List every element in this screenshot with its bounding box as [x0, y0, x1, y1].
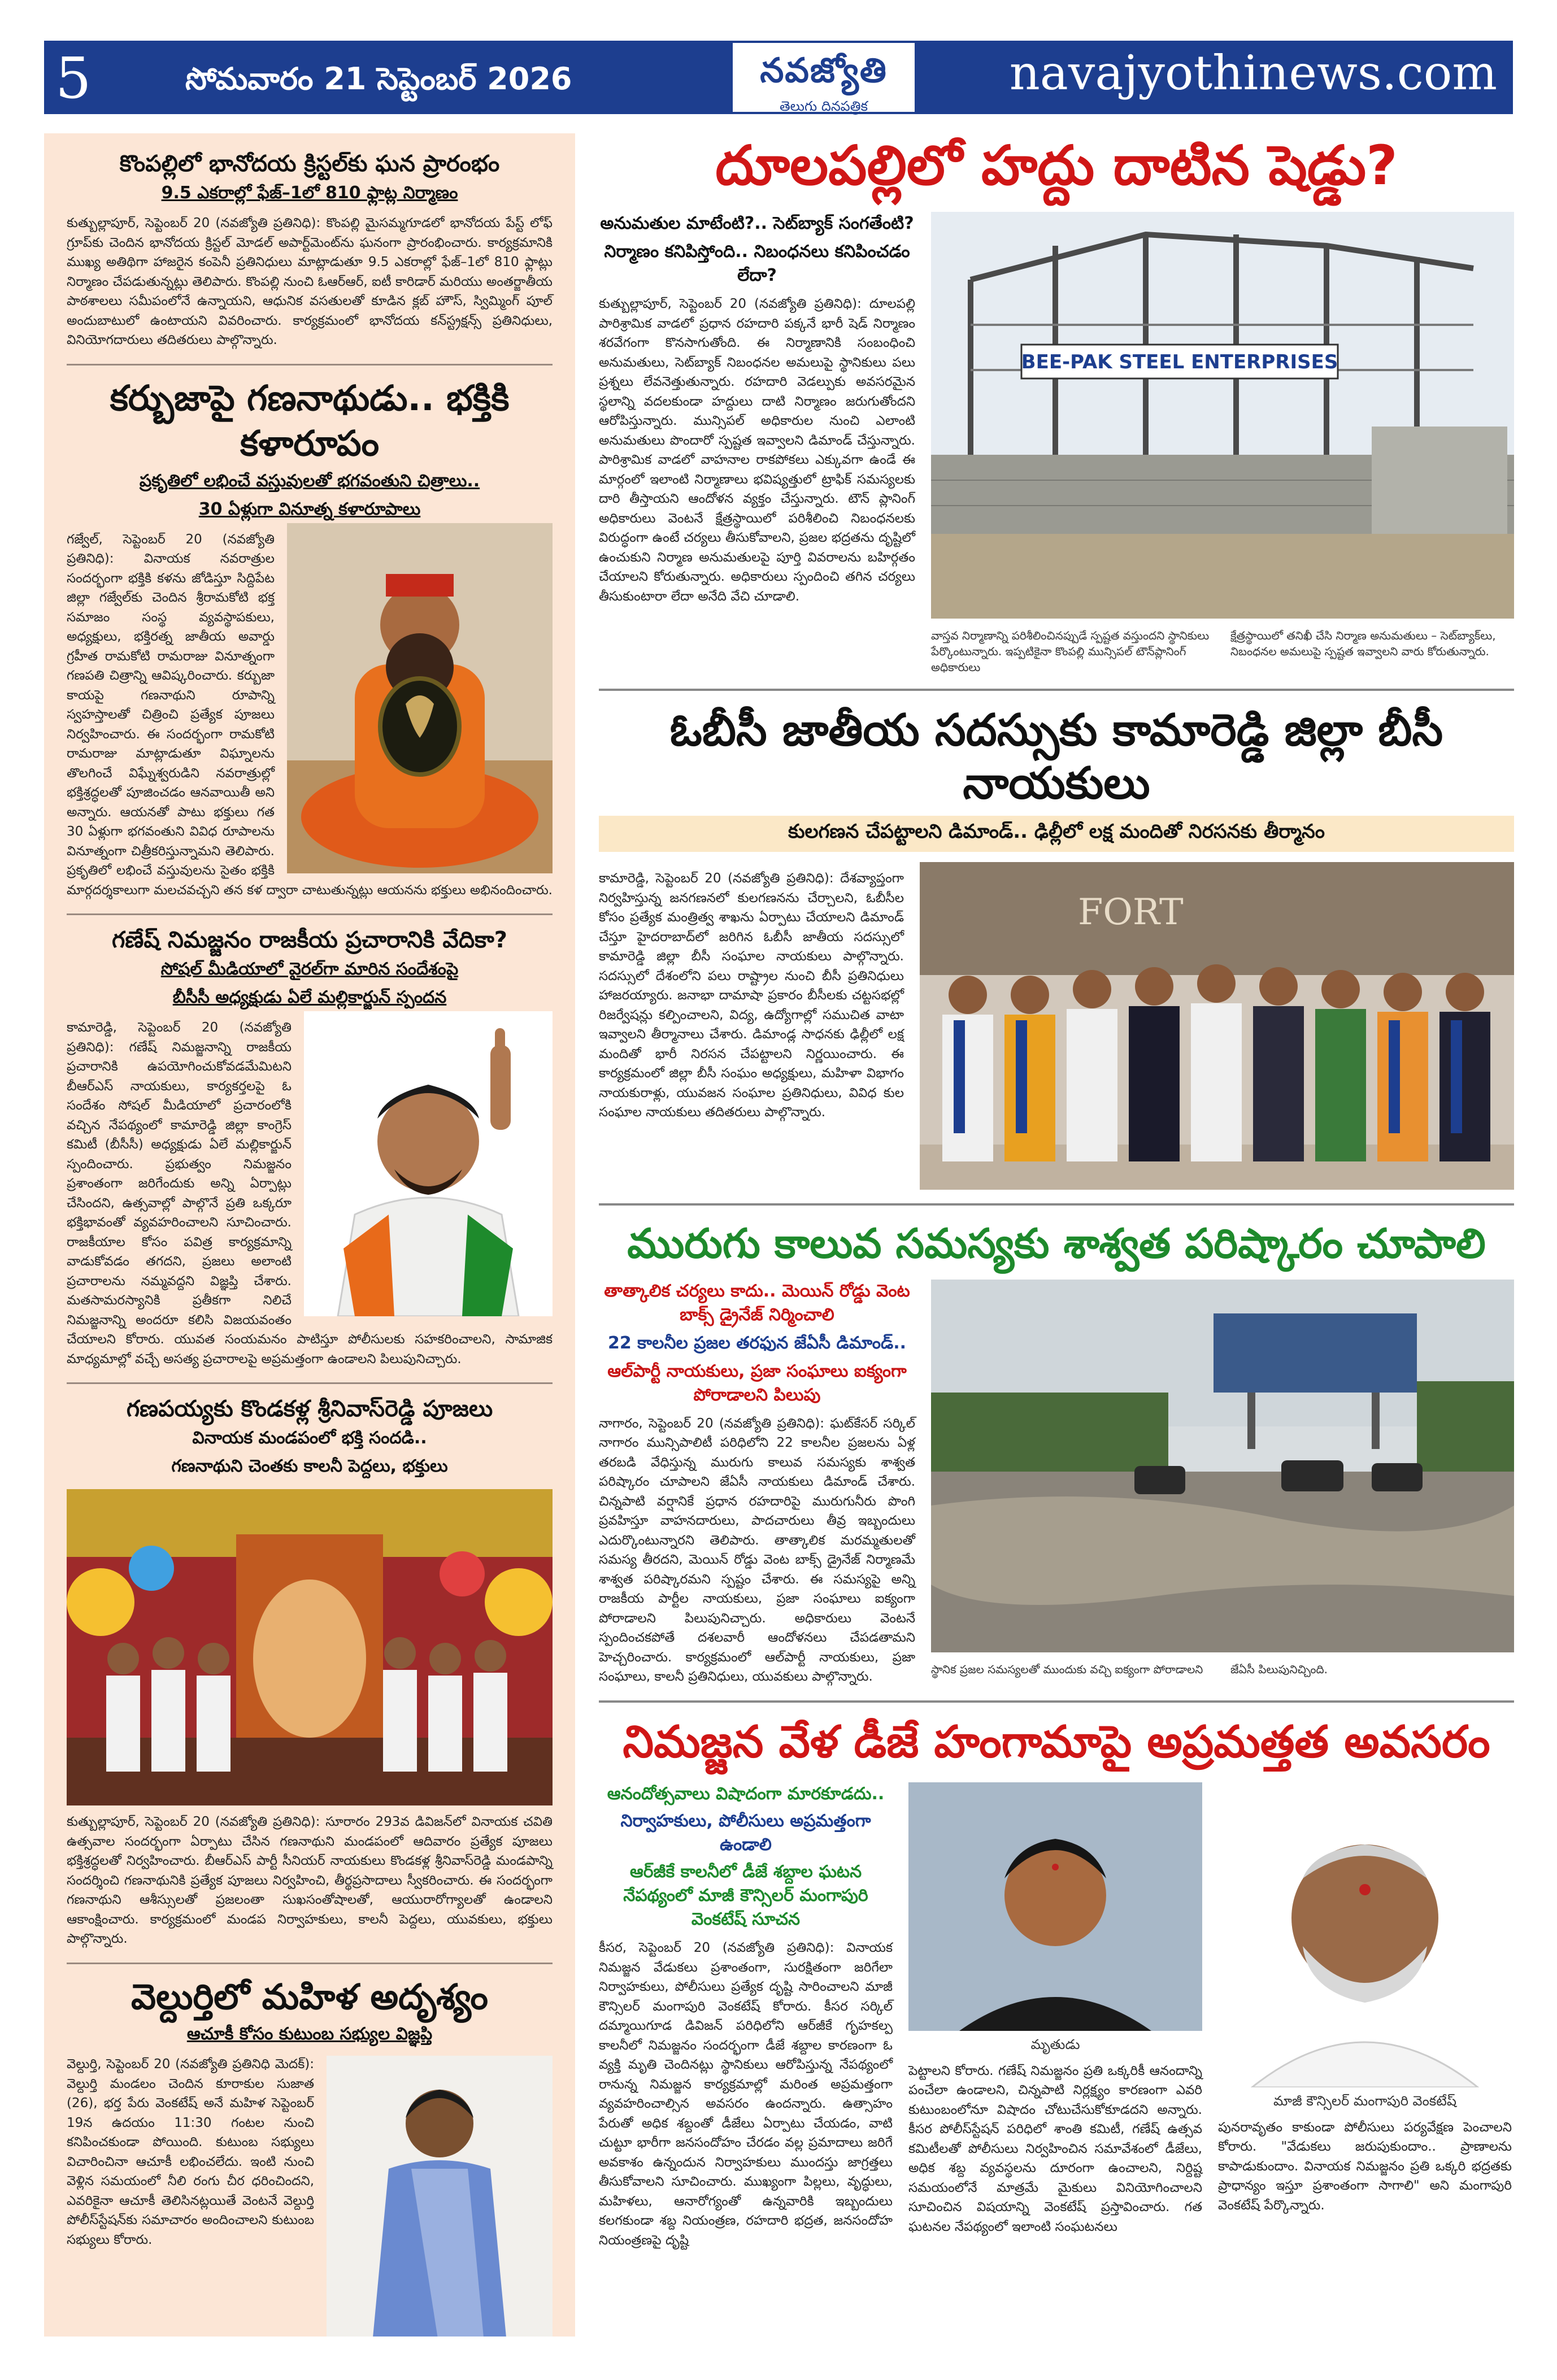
subhead: వినాయక మండపంలో భక్తి సందడి.. — [192, 1428, 427, 1448]
story-missing-woman — [67, 1974, 553, 2337]
photo-backdrop-text: FORT — [1078, 891, 1184, 934]
divider — [67, 364, 553, 366]
article-body: గజ్వేల్, సెప్టెంబర్ 20 (నవజ్యోతి ప్రతినిధి): వినాయక నవరాత్రుల సందర్భంగా భక్తికి కళను జోడిస్తూ సిద్దిపేట జిల్లా గజ్వేల్‌కు చెందిన శ్రీరామకోటి భక్త సమాజం సంస్థ వ్యవస్థాపకులు, అధ్యక్షులు, భక్తిరత్న జాతీయ అవార్డు గ్రహీత రామకోటి రామరాజు వినూత్నంగా గణపతి చిత్రాన్ని ఆవిష్కరించారు. కర్బుజా కాయపై గణనాథుని రూపాన్ని స్వహస్తాలతో చిత్రించి ప్రత్యేక పూజలు నిర్వహించారు. ఈ సందర్భంగా రామకోటి రామరాజు మాట్లాడుతూ విఘ్నాలను తొలగించే విఘ్నేశ్వరుడిని నవరాత్రుల్లో భక్తిశ్రద్ధలతో పూజించడం ఆనవాయితీ అని అన్నారు. ఆయనతో పాటు భక్తులు గత 30 ఏళ్లుగా భగవంతుని వివిధ రూపాలను వినూత్నంగా చిత్రీకరిస్తున్నామని తెలిపారు. ప్రకృతిలో లభించే వస్తువులను సైతం భక్తికి మార్గదర్శకాలుగా మలచవచ్చని తన కళ ద్వారా చాటుతున్నట్లు ఆయనను భక్తులు అభినందించారు. — [67, 532, 553, 898]
headline: గణేష్ నిమజ్జనం రాజకీయ ప్రచారానికి వేదికా? — [112, 927, 507, 954]
photo-caption: మాజీ కౌన్సిలర్ మంగాపురి వెంకటేష్ — [1273, 2093, 1456, 2109]
story-ganesh-immersion-politics — [67, 925, 553, 1369]
photo-caption-continued: క్షేత్రస్థాయిలో తనిఖీ చేసి నిర్మాణ అనుమతులు – సెట్‌బ్యాక్‌లు, నిబంధనల అమలుపై స్పష్టత ఇవ్వాలని వారు కోరుతున్నారు. — [1230, 629, 1496, 659]
logo-text: నవజ్యోతి — [760, 51, 888, 90]
divider — [599, 689, 1514, 691]
story-ganapayya-pooja — [67, 1394, 553, 1949]
kicker: ఆనందోత్సవాలు విషాదంగా మారకూడదు.. — [607, 1784, 885, 1804]
main-column — [599, 133, 1514, 2337]
article-body: కీసర, సెప్టెంబర్ 20 (నవజ్యోతి ప్రతినిధి): వినాయక నిమజ్జన వేడుకలు ప్రశాంతంగా, సురక్షితంగా జరిగేలా నిర్వాహకులు, పోలీసులు ప్రత్యేక దృష్టి సారించాలని మాజీ కౌన్సిలర్ మంగాపురి వెంకటేష్ కోరారు. కీసర సర్కిల్ దమ్మాయిగూడ డివిజన్ పరిధిలోని ఆర్‌జీకే గృహకల్ప కాలనీలో నిమజ్జనం సందర్భంగా డీజే శబ్దాల కారణంగా ఓ వ్యక్తి మృతి చెందినట్లు స్థానికులు ఆరోపిస్తున్న నేపథ్యంలో రానున్న నిమజ్జన కార్యక్రమాల్లో మరింత అప్రమత్తంగా వ్యవహరించాల్సిన అవసరం ఉందన్నారు. ఉత్సాహం పేరుతో అధిక శబ్దంతో డీజేలు ఏర్పాటు చేయడం, వాటి చుట్టూ భారీగా జనసందోహం చేరడం వల్ల ప్రమాదాలు జరిగే అవకాశం ఉన్నందున నిర్వాహకులు ముందస్తు జాగ్రత్తలు తీసుకోవాలని సూచించారు. ముఖ్యంగా పిల్లలు, వృద్ధులు, మహిళలు, ఆనారోగ్యంతో ఉన్నవారికి ఇబ్బందులు కలగకుండా శబ్ద నియంత్రణ, రహదారి భద్రత, జనసందోహ నియంత్రణపై దృష్టి — [599, 1940, 893, 2248]
masthead — [44, 41, 1513, 114]
article-body: కుత్బుల్లాపూర్, సెప్టెంబర్ 20 (నవజ్యోతి ప్రతినిధి): సూరారం 293వ డివిజన్‌లో వినాయక చవితి ఉత్సవాల సందర్భంగా ఏర్పాటు చేసిన గణనాథుని మండపంలో ఆదివారం ప్రత్యేక పూజలు భక్తిశ్రద్ధలతో నిర్వహించారు. బీఆర్ఎస్ పార్టీ సీనియర్ నాయకులు కొండకళ్ల శ్రీనివాస్‌రెడ్డి మండపాన్ని సందర్శించి గణనాథునికి ప్రత్యేక పూజలు నిర్వహించి, తీర్థప్రసాదాలు స్వీకరించారు. ఈ సందర్భంగా గణనాథుని ఆశీస్సులతో ప్రజలంతా సుఖసంతోషాలతో, ఆయురారోగ్యాలతో ఉండాలని ఆకాంక్షించారు. కార్యక్రమంలో మండప నిర్వాహకులు, కాలనీ పెద్దలు, యువకులు, భక్తులు పాల్గొన్నారు. — [67, 1815, 553, 1947]
story-melon-ganesha — [67, 376, 553, 900]
photo-caption: వాస్తవ నిర్మాణాన్ని పరిశీలించినప్పుడే స్పష్టత వస్తుందని స్థానికులు పేర్కొంటున్నారు. ఇప్పటికైనా కొంపల్లి మున్సిపల్ టౌన్‌ప్లానింగ్ అధికారులు — [931, 629, 1210, 675]
story-dj-immersion-alert — [599, 1716, 1514, 2251]
article-body-continued: పెట్టాలని కోరారు. గణేష్ నిమజ్జనం ప్రతి ఒక్కరికీ ఆనందాన్ని పంచేలా ఉండాలని, చిన్నపాటి నిర్లక్ష్యం కారణంగా ఎవరి కుటుంబంలోనూ విషాదం చోటుచేసుకోకూడదని అన్నారు. కీసర పోలీస్‌స్టేషన్ పరిధిలో శాంతి కమిటీ, గణేష్ ఉత్సవ కమిటీలతో పోలీసులు నిర్వహించిన సమావేశంలో డీజేలు, అధిక శబ్ద వ్యవస్థలను దూరంగా ఉంచాలని, నిర్దిష్ట సమయంలోనే మాత్రమే మైకులు వినియోగించాలని సూచించిన విషయాన్ని వెంకటేష్ ప్రస్తావించారు. గత ఘటనల నేపథ్యంలో ఇలాంటి సంఘటనలు — [908, 2063, 1202, 2234]
article-body: వెల్దుర్తి, సెప్టెంబర్ 20 (నవజ్యోతి ప్రతినిధి మెదక్): వెల్దుర్తి మండలం చెందిన కూరాకుల సుజాత (26), భర్త పేరు వెంకటేష్ అనే మహిళ సెప్టెంబర్ 19న ఉదయం 11:30 గంటల నుంచి కనిపించకుండా పోయింది. కుటుంబ సభ్యులు విచారించినా ఆచూకీ లభించలేదు. ఇంటి నుంచి వెళ్లిన సమయంలో నీలి రంగు చీర ధరించిందని, ఎవరికైనా ఆచూకీ తెలిసినట్లయితే వెంటనే వెల్దుర్తి పోలీస్‌స్టేషన్‌కు సమాచారం అందించాలని కుటుంబ సభ్యులు కోరారు. — [67, 2057, 314, 2247]
kicker-tertiary: ఆల్‌పార్టీ నాయకులు, ప్రజా సంఘాలు ఐక్యంగా పోరాడాలని పిలుపు — [607, 1361, 907, 1405]
photo-steel-shed-construction — [931, 212, 1514, 619]
story-obc-conference — [599, 704, 1514, 1190]
subhead-secondary: బీసీసీ అధ్యక్షుడు ఏలే మల్లికార్జున్ స్పందన — [172, 987, 447, 1008]
story-dulapally-shed — [599, 133, 1514, 675]
page-number: 5 — [55, 45, 92, 111]
divider — [67, 913, 553, 915]
photo-deceased — [908, 1782, 1202, 2031]
subhead: ప్రకృతిలో లభించే వస్తువులతో భగవంతుని చిత్రాలు.. — [139, 471, 480, 491]
photo-pandal-group — [67, 1489, 553, 1805]
headline: వెల్దుర్తిలో మహిళ అదృశ్యం — [131, 1976, 488, 2017]
photo-former-councillor — [1218, 1782, 1512, 2087]
story-drainage-problem — [599, 1219, 1514, 1686]
photo-caption-continued: జేఏసీ పిలుపునిచ్చింది. — [1230, 1662, 1328, 1676]
strapline: కులగణన చేపట్టాలని డిమాండ్.. ఢిల్లీలో లక్ష మందితో నిరసనకు తీర్మానం — [599, 816, 1514, 852]
headline: ఓబీసీ జాతీయ సదస్సుకు కామారెడ్డి జిల్లా బీసీ నాయకులు — [669, 705, 1443, 809]
newspaper-logo — [730, 41, 917, 114]
story-text — [599, 212, 915, 675]
headline: కొంపల్లిలో భానోదయ క్రిస్టల్‌కు ఘన ప్రారంభం — [119, 151, 500, 177]
story-bhanodaya-crystal — [67, 149, 553, 350]
photo-bc-leaders-group — [920, 862, 1514, 1190]
subhead: ఆచూకీ కోసం కుటుంబ సభ్యుల విజ్ఞప్తి — [186, 2024, 433, 2044]
subhead: 9.5 ఎకరాల్లో ఫేజ్–1లో 810 ఫ్లాట్ల నిర్మాణం — [161, 183, 458, 203]
photo-flooded-road — [931, 1280, 1514, 1652]
photo-caption: స్థానిక ప్రజల సమస్యలతో ముందుకు వచ్చి ఐక్యంగా పోరాడాలని — [931, 1662, 1203, 1676]
divider — [67, 1963, 553, 1964]
article-body-continued: పునరావృతం కాకుండా పోలీసులు పర్యవేక్షణ పెంచాలని కోరారు. "వేడుకలు జరుపుకుందాం.. ప్రాణాలను కాపాడుకుందాం. వినాయక నిమజ్జనం ప్రతి ఒక్కరి భద్రతకు ప్రాధాన్యం ఇస్తూ ప్రశాంతంగా సాగాలి" అని మంగాపురి వెంకటేష్ పేర్కొన్నారు. — [1218, 2120, 1512, 2213]
photo-artist-with-melon-ganesha — [287, 523, 553, 873]
issue-date: సోమవారం 21 సెప్టెంబర్ 2026 — [185, 61, 572, 97]
left-column — [44, 133, 575, 2337]
photo-caption: మృతుడు — [1030, 2037, 1080, 2053]
headline: మురుగు కాలువ సమస్యకు శాశ్వత పరిష్కారం చూపాలి — [627, 1220, 1486, 1268]
subhead-secondary: 30 ఏళ్లుగా వినూత్న కళారూపాలు — [198, 499, 421, 519]
article-body: నాగారం, సెప్టెంబర్ 20 (నవజ్యోతి ప్రతినిధి): ఘట్‌కేసర్ సర్కిల్ నాగారం మున్సిపాలిటీ పరిధిలోని 22 కాలనీల ప్రజలను ఏళ్ల తరబడి వేధిస్తున్న మురుగు కాలువ సమస్యకు శాశ్వత పరిష్కారం చూపాలని జేఏసీ నాయకులు డిమాండ్ చేశారు. చిన్నపాటి వర్షానికే ప్రధాన రహదారిపై మురుగునీరు పొంగి ప్రవహిస్తూ వాహనదారులు, పాదచారులు తీవ్ర ఇబ్బందులు ఎదుర్కొంటున్నారని తెలిపారు. తాత్కాలిక మరమ్మతులతో సమస్య తీరదని, మెయిన్ రోడ్డు వెంట బాక్స్ డ్రైనేజ్ నిర్మాణమే శాశ్వత పరిష్కారమని స్పష్టం చేశారు. ఈ సమస్యపై అన్ని రాజకీయ పార్టీల నాయకులు, ప్రజా సంఘాలు ఐక్యంగా పోరాడాలని పిలుపునిచ్చారు. అధికారులు వెంటనే స్పందించకపోతే దశలవారీ ఆందోళనలు చేపడతామని హెచ్చరించారు. కార్యక్రమంలో ఆల్‌పార్టీ నాయకులు, ప్రజా సంఘాలు, కాలనీ ప్రతినిధులు, యువకులు పాల్గొన్నారు. — [599, 1416, 915, 1685]
photo-bcc-president-speaking — [304, 1011, 553, 1316]
divider — [599, 1700, 1514, 1703]
kicker-secondary: నిర్వాహకులు, పోలీసులు అప్రమత్తంగా ఉండాలి — [620, 1811, 871, 1855]
kicker-tertiary: ఆర్‌జీకే కాలనీలో డీజే శబ్దాల ఘటన నేపథ్యంలో మాజీ కౌన్సిలర్ మంగాపురి వెంకటేష్ సూచన — [623, 1862, 868, 1930]
headline: కర్బుజాపై గణనాథుడు.. భక్తికి కళారూపం — [110, 377, 510, 464]
headline: దూలపల్లిలో హద్దు దాటిన షెడ్డు? — [715, 134, 1398, 197]
shed-signboard: BEE-PAK STEEL ENTERPRISES — [1021, 351, 1338, 374]
website-url[interactable]: navajyothinews.com — [1009, 45, 1497, 101]
headline: నిమజ్జన వేళ డీజే హంగామాపై అప్రమత్తత అవసరం — [623, 1716, 1490, 1768]
divider — [67, 1382, 553, 1384]
kicker: అనుమతుల మాటేంటి?.. సెట్‌బ్యాక్ సంగతేంటి? — [600, 214, 914, 234]
article-body: కుత్బుల్లాపూర్, సెప్టెంబర్ 20 (నవజ్యోతి ప్రతినిధి): దూలపల్లి పారిశ్రామిక వాడలో ప్రధాన రహదారి పక్కనే భారీ షెడ్ నిర్మాణం శరవేగంగా కొనసాగుతోంది. ఈ నిర్మాణానికి సంబంధించి అనుమతులు, సెట్‌బ్యాక్ నిబంధనల అమలుపై స్థానికులు పలు ప్రశ్నలు లేవనెత్తుతున్నారు. రహదారి వెడల్పుకు అవసరమైన స్థలాన్ని వదలకుండా హద్దులు దాటి నిర్మాణం జరుగుతోందని ఆరోపిస్తున్నారు. మున్సిపల్ అధికారుల నుంచి ఎలాంటి అనుమతులు పొందారో స్పష్టత ఇవ్వాలని డిమాండ్ చేస్తున్నారు. పారిశ్రామిక వాడలో వాహనాల రాకపోకలు ఎక్కువగా ఉండే ఈ మార్గంలో ఇలాంటి నిర్మాణాలు భవిష్యత్తులో ట్రాఫిక్ సమస్యలకు దారి తీస్తాయని ఆందోళన వ్యక్తం చేస్తున్నారు. టౌన్ ప్లానింగ్ అధికారులు వెంటనే క్షేత్రస్థాయిలో పరిశీలించి నిబంధనలకు విరుద్ధంగా ఉంటే చర్యలు తీసుకోవాలని, ప్రజల భద్రతను దృష్టిలో ఉంచుకుని నిర్మాణ అనుమతులపై పూర్తి వివరాలను బహిర్గతం చేయాలని కోరుతున్నారు. అధికారులు స్పందించి తగిన చర్యలు తీసుకుంటారా లేదా అనేది వేచి చూడాలి. — [599, 297, 915, 604]
divider — [599, 1203, 1514, 1206]
article-body: కామారెడ్డి, సెప్టెంబర్ 20 (నవజ్యోతి ప్రతినిధి): గణేష్ నిమజ్జనాన్ని రాజకీయ ప్రచారానికి ఉపయోగించుకోవడమేమిటని బీఆర్ఎస్ నాయకులు, కార్యకర్తలపై ఓ సందేశం సోషల్ మీడియాలో ప్రచారంలోకి వచ్చిన నేపథ్యంలో కామారెడ్డి జిల్లా కాంగ్రెస్ కమిటీ (బీసీసీ) అధ్యక్షుడు ఏలే మల్లికార్జున్ స్పందించారు. ప్రభుత్వం నిమజ్జనం ప్రశాంతంగా జరిగేందుకు అన్ని ఏర్పాట్లు చేసిందని, ఉత్సవాల్లో పాల్గొనే ప్రతి ఒక్కరూ భక్తిభావంతో వ్యవహరించాలని సూచించారు. రాజకీయాల కోసం పవిత్ర కార్యక్రమాన్ని వాడుకోవడం తగదని, ప్రజలు అలాంటి ప్రచారాలను నమ్మవద్దని విజ్ఞప్తి చేశారు. మతసామరస్యానికి ప్రతీకగా నిలిచే నిమజ్జనాన్ని అందరూ కలిసి విజయవంతం చేయాలని కోరారు. యువత సంయమనం పాటిస్తూ పోలీసులకు సహకరించాలని, సామాజిక మాధ్యమాల్లో వచ్చే అసత్య ప్రచారాలపై అప్రమత్తంగా ఉండాలని పిలుపునిచ్చారు. — [67, 1020, 553, 1367]
subhead: సోషల్ మీడియాలో వైరల్‌గా మారిన సందేశంపై — [160, 959, 459, 980]
kicker: తాత్కాలిక చర్యలు కాదు.. మెయిన్ రోడ్డు వెంట బాక్స్ డ్రైనేజ్ నిర్మించాలి — [604, 1281, 910, 1325]
kicker-secondary: నిర్మాణం కనిపిస్తోంది.. నిబంధనలు కనిపించడం లేదా? — [604, 242, 910, 286]
article-body: కామారెడ్డి, సెప్టెంబర్ 20 (నవజ్యోతి ప్రతినిధి): దేశవ్యాప్తంగా నిర్వహిస్తున్న జనగణనలో కులగణనను చేర్చాలని, ఓబీసీల కోసం ప్రత్యేక మంత్రిత్వ శాఖను ఏర్పాటు చేయాలని డిమాండ్ చేస్తూ హైదరాబాద్‌లో జరిగిన ఓబీసీ జాతీయ సదస్సులో కామారెడ్డి జిల్లా బీసీ సంఘాల నాయకులు పాల్గొన్నారు. సదస్సులో దేశంలోని పలు రాష్ట్రాల నుంచి బీసీ ప్రతినిధులు హాజరయ్యారు. జనాభా దామాషా ప్రకారం బీసీలకు చట్టసభల్లో రిజర్వేషన్లు కల్పించాలని, విద్య, ఉద్యోగాల్లో సముచిత వాటా ఇవ్వాలని తీర్మానాలు చేశారు. డిమాండ్ల సాధనకు ఢిల్లీలో లక్ష మందితో భారీ నిరసన చేపట్టాలని నిర్ణయించారు. ఈ కార్యక్రమంలో జిల్లా బీసీ సంఘం అధ్యక్షులు, మహిళా విభాగం నాయకురాళ్లు, యువజన సంఘాల ప్రతినిధులు, వివిధ కుల సంఘాల నాయకులు తదితరులు పాల్గొన్నారు. — [599, 871, 904, 1120]
subhead-secondary: గణనాథుని చెంతకు కాలనీ పెద్దలు, భక్తులు — [171, 1456, 448, 1477]
photo-missing-woman — [327, 2056, 553, 2337]
kicker-secondary: 22 కాలనీల ప్రజల తరఫున జేఏసీ డిమాండ్.. — [607, 1333, 906, 1353]
logo-tagline: తెలుగు దినపత్రిక — [779, 98, 868, 114]
headline: గణపయ్యకు కొండకళ్ల శ్రీనివాస్‌రెడ్డి పూజలు — [126, 1396, 493, 1422]
article-body: కుత్బుల్లాపూర్, సెప్టెంబర్ 20 (నవజ్యోతి ప్రతినిధి): కొంపల్లి మైసమ్మగూడలో భానోదయ పేస్ట్ లోఫ్ గ్రూప్‌కు చెందిన భానోదయ క్రిస్టల్ మోడల్ అపార్ట్‌మెంట్‌ను ఘనంగా ప్రారంభించారు. కార్యక్రమానికి ముఖ్య అతిథిగా హాజరైన కంపెనీ ప్రతినిధులు మాట్లాడుతూ 9.5 ఎకరాల్లో ఫేజ్–1లో 810 ఫ్లాట్లు నిర్మాణం చేపడుతున్నట్లు తెలిపారు. కొంపల్లి నుంచి ఓఆర్ఆర్, ఐటీ కారిడార్ మరియు అంతర్జాతీయ పాఠశాలలు సమీపంలోనే ఉన్నాయని, ఆధునిక వసతులతో కూడిన క్లబ్ హౌస్, స్విమ్మింగ్ పూల్ అందుబాటులో ఉంటాయని వివరించారు. కార్యక్రమంలో భానోదయ కన్‌స్ట్రక్షన్స్ ప్రతినిధులు, వినియోగదారులు తదితరులు పాల్గొన్నారు. — [67, 216, 553, 347]
